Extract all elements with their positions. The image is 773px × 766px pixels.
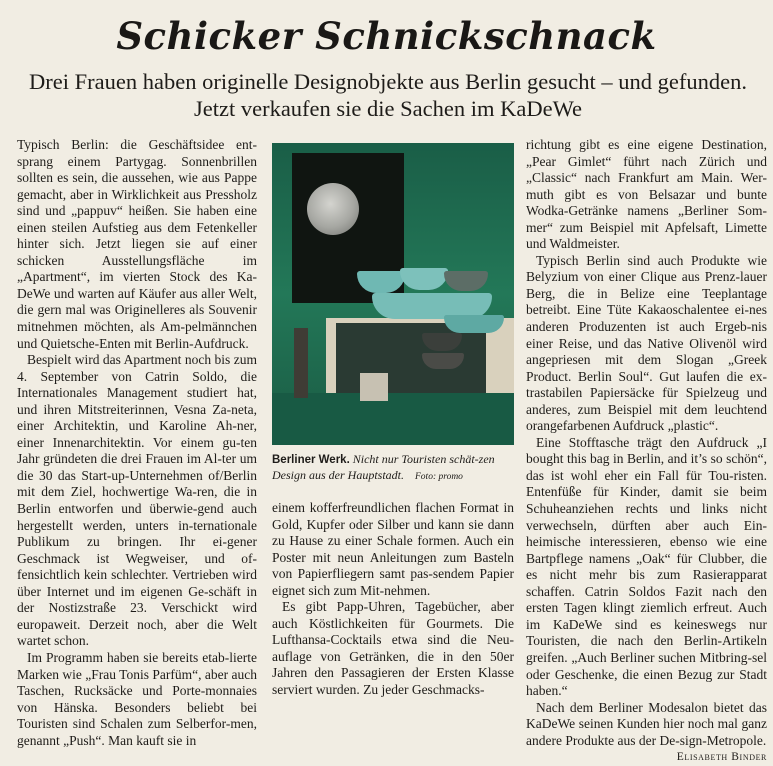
headline: Schicker Schnickschnack: [116, 14, 657, 58]
column-3: [526, 137, 767, 766]
bowl-7: [422, 353, 464, 369]
column-1: [17, 137, 257, 749]
column-2: [272, 500, 514, 699]
col2-paragraph-1: einem kofferfreundlichen flachen Format in Gold, Kupfer oder Silber und kann sie dann zu Hause zu einer Schale formen. Auch ein Poster mit neun Anleitungen zum Basteln von Papierfliegern samt pas-sendem Papier eignet sich zum Mit-nehmen.: [272, 500, 514, 598]
article-photo: [272, 143, 514, 445]
deck: [8, 68, 768, 122]
bowl-5: [444, 315, 504, 333]
display-pillar: [294, 328, 308, 398]
col1-paragraph-3: Im Programm haben sie bereits etab-lierte Marken wie „Frau Tonis Parfüm“, aber auch Taschen, Rucksäcke und Porte-monnaies von Hänska. Besonders beliebt bei Touristen sind Schalen zum Selberfor-men, genannt „Push“. Man kauft sie in: [17, 649, 257, 748]
display-counter: [272, 393, 514, 445]
col3-paragraph-3: Eine Stofftasche trägt den Aufdruck „I bought this bag in Berlin, and it’s so schön“, das ist wohl eher ein Fall für Tou-risten. Entenfüße für Kinder, damit sie beim Schuheanziehen rechts und links nicht verwechseln, dürften aber auch Ein-heimische interessieren, ebenso wie eine Bartpflege namens „Oak“ für Clubber, die es nicht mehr bis zum Rasierapparat schaffen. Catrin Soldos Fazit nach den ersten Tagen klingt ziemlich erfreut. Auch im KaDeWe sind es keineswegs nur Touristen, die nach den Berlin-Artikeln greifen. „Auch Berliner suchen Mitbring-sel oder Geschenke, die einen Bezug zur Stadt haben.“: [526, 434, 767, 699]
photo-caption: [272, 452, 514, 485]
caption-title: Berliner Werk.: [272, 454, 350, 466]
deck-line-1: Drei Frauen haben originelle Designobjekte aus Berlin gesucht – und gefunden.: [29, 69, 747, 94]
col3-paragraph-1: richtung gibt es eine eigene Destination, „Pear Gimlet“ führt nach Zürich und „Classic“ nach Frankfurt am Main. Wer-muth gibt es von Belsazar und bunte Wodka-Getränke namens „Berliner Som-mer“ zum Beispiel mit Apfelsaft, Limette und Waldmeister.: [526, 137, 767, 252]
caption-text: Nicht nur Touristen schät-zen Design aus der Hauptstadt.: [272, 452, 495, 482]
photo-credit: Foto: promo: [415, 472, 463, 482]
col3-paragraph-2: Typisch Berlin sind auch Produkte wie Belyzium von einer Clique aus Prenz-lauer Berg, die in Belize eine Teeplantage betreibt. Eine Tüte Kakaoschalentee ei-nes anderen Produzenten ist auch Ergeb-nis einer Reise, und das Native Olivenöl wird angepriesen mit dem Slogan „Greek Product. Berlin Soul“. Gut laufen die ex-trastabilen Papiersäcke für Spielzeug und anderes, zum Beispiel mit dem leuchtend orangefarbenen Aufdruck „plastic“.: [526, 252, 767, 434]
deck-line-2: Jetzt verkaufen sie die Sachen im KaDeWe: [193, 96, 583, 121]
col1-paragraph-2: Bespielt wird das Apartment noch bis zum 4. September von Catrin Soldo, die Internationales Management studiert hat, und ihren Mitstreiterinnen, Vesna Za-neta, einer Architektin, und Karoline Ah-ner, einer Innenarchitektin. Vor einem gu-ten Jahr gründeten die drei Frauen im Al-ter um die 30 das Start-up-Unternehmen of/Berlin mit dem Ziel, hochwertige Wa-ren, die in Berlin entworfen und überwie-gend auch hergestellt werden, unters in-ternationale Publikum zu bringen. Ihr ei-gener Geschmack ist Wegweiser, und of-fensichtlich kein schlechter. Vertrieben wird über Internet und im eigenen Ge-schäft in der Nostizstraße 23. Verschickt wird europaweit. Derzeit noch, aber die Welt wartet schon.: [17, 352, 257, 649]
col1-paragraph-1: Typisch Berlin: die Geschäftsidee ent-sprang einem Partygag. Sonnenbrillen sollten es sein, die aussehen, wie aus Pappe gemacht, aber in Wirklichkeit aus Pressholz sind und „pappuv“ heißen. Sie haben eine einen steilen Aufstieg aus dem Fetenkeller hinter sich. Jetzt liegen sie auf einer schicken Ausstellungsfläche im „Apartment“, im vierten Stock des Ka-DeWe und warten auf Käufer aus aller Welt, die gern mal was Originelleres als Souvenir mitnehmen möchten, als Am-pelmännchen und Quietsche-Enten mit Berlin-Aufdruck.: [17, 137, 257, 351]
col2-paragraph-2: Es gibt Papp-Uhren, Tagebücher, aber auch Köstlichkeiten für Gourmets. Die Lufthansa-Cocktails etwa sind die Neu-auflage von Getränken, die in den 50er Jahren den Passagieren der Ersten Klasse serviert wurden. Zu jeder Geschmacks-: [272, 599, 514, 698]
col3-paragraph-4: Nach dem Berliner Modesalon bietet das KaDeWe seinen Kunden hier noch mal ganz andere Produkte aus der De-sign-Metropole.: [526, 699, 767, 748]
byline: Elisabeth Binder: [676, 751, 767, 764]
display-box: [360, 373, 388, 401]
moon-image: [307, 183, 359, 235]
